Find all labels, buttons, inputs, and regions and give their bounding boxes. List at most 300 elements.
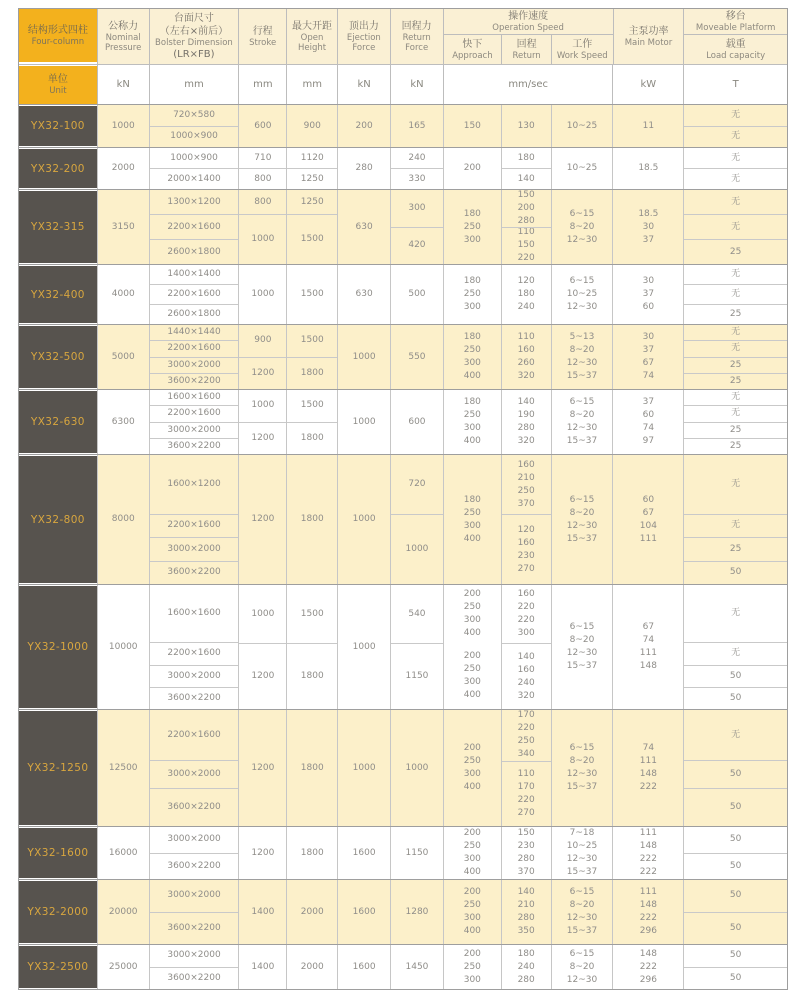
load-col bbox=[683, 827, 787, 879]
spec-cell bbox=[287, 643, 337, 709]
returnSpeed-col bbox=[501, 710, 551, 826]
header-label: Unit bbox=[49, 86, 67, 97]
model-label: YX32-1000 bbox=[27, 641, 89, 653]
header-nominal bbox=[97, 9, 149, 64]
spec-cell bbox=[391, 710, 443, 826]
spec-cell bbox=[239, 390, 286, 422]
header-label: 顶出力 bbox=[348, 20, 379, 32]
stroke-col bbox=[238, 190, 286, 264]
value: 110 bbox=[517, 227, 535, 238]
value: 420 bbox=[408, 240, 426, 251]
value: 1800 bbox=[300, 671, 324, 682]
spec-cell bbox=[613, 325, 683, 389]
value: 220 bbox=[517, 602, 535, 613]
value: 180 bbox=[517, 152, 535, 163]
header-label: 单位 bbox=[47, 74, 68, 86]
spec-cell bbox=[684, 687, 787, 709]
header-label: 载重 bbox=[725, 38, 746, 50]
value: 6~15 bbox=[569, 887, 595, 897]
spec-cell bbox=[684, 912, 787, 945]
value: 无 bbox=[731, 173, 741, 184]
spec-cell bbox=[391, 827, 443, 879]
spec-cell bbox=[287, 168, 337, 189]
spec-cell bbox=[239, 643, 286, 709]
value: 74 bbox=[642, 743, 655, 753]
approach-col bbox=[443, 710, 501, 826]
spec-cell bbox=[502, 945, 551, 989]
value: 74 bbox=[642, 635, 655, 645]
value: 1400 bbox=[251, 906, 275, 917]
spec-cell bbox=[150, 214, 239, 239]
returnSpeed-col bbox=[501, 945, 551, 989]
value: 37 bbox=[642, 397, 655, 407]
approach-col bbox=[443, 945, 501, 989]
model-fill bbox=[19, 191, 97, 263]
unit-row bbox=[19, 64, 787, 104]
value: 1200 bbox=[251, 367, 275, 378]
work-col bbox=[551, 455, 613, 584]
spec-cell bbox=[684, 853, 787, 880]
nominal-value: 2000 bbox=[111, 163, 135, 173]
spec-cell bbox=[552, 390, 613, 454]
value: 37 bbox=[642, 289, 655, 299]
value: 900 bbox=[254, 335, 272, 346]
value: 8~20 bbox=[569, 507, 595, 518]
load-col bbox=[683, 148, 787, 189]
spec-cell bbox=[444, 190, 501, 264]
unit-value: kW bbox=[640, 79, 657, 90]
spec-cell bbox=[552, 710, 613, 826]
spec-cell bbox=[150, 422, 239, 438]
load-col bbox=[683, 105, 787, 147]
work-col bbox=[551, 390, 613, 454]
value: 11 bbox=[642, 120, 655, 131]
spec-cell bbox=[502, 514, 551, 584]
spec-cell bbox=[287, 148, 337, 168]
value: 2200×1600 bbox=[167, 520, 221, 531]
value: 3000×2000 bbox=[167, 834, 221, 845]
returnSpeed-col bbox=[501, 148, 551, 189]
spec-row-yx32-800 bbox=[19, 454, 787, 584]
value: 320 bbox=[517, 690, 535, 701]
model-cell bbox=[19, 880, 97, 944]
value: 12~30 bbox=[566, 769, 598, 779]
spec-cell bbox=[684, 514, 787, 538]
spec-cell bbox=[150, 325, 239, 340]
value: 200 bbox=[463, 828, 481, 838]
value: 5~13 bbox=[569, 332, 595, 342]
value: 280 bbox=[517, 423, 535, 433]
value: 1250 bbox=[300, 173, 324, 184]
returnSpeed-col bbox=[501, 325, 551, 389]
model-cell bbox=[19, 190, 97, 264]
spec-cell bbox=[150, 710, 239, 760]
model-label: YX32-500 bbox=[30, 351, 85, 363]
motor-col bbox=[612, 455, 683, 584]
spec-cell bbox=[98, 827, 149, 879]
returnForce-col bbox=[390, 390, 443, 454]
spec-cell bbox=[150, 853, 239, 880]
value: 300 bbox=[463, 358, 481, 368]
value: 12~30 bbox=[566, 974, 598, 985]
spec-cell bbox=[150, 687, 239, 709]
model-fill bbox=[19, 828, 97, 878]
spec-cell bbox=[684, 537, 787, 561]
model-cell bbox=[19, 710, 97, 826]
value: 250 bbox=[463, 410, 481, 420]
work-col bbox=[551, 880, 613, 944]
returnForce-col bbox=[390, 880, 443, 944]
ejection-col bbox=[337, 390, 390, 454]
stroke-col bbox=[238, 265, 286, 324]
spec-cell bbox=[150, 190, 239, 214]
value: 170 bbox=[517, 710, 535, 721]
motor-col bbox=[612, 190, 683, 264]
value: 6~15 bbox=[569, 622, 595, 632]
spec-cell bbox=[150, 284, 239, 304]
load-col bbox=[683, 710, 787, 826]
header-label: Bolster Dimension bbox=[155, 37, 233, 48]
spec-cell bbox=[502, 105, 551, 147]
spec-cell bbox=[150, 357, 239, 373]
motor-col bbox=[612, 880, 683, 944]
spec-cell bbox=[391, 643, 443, 709]
spec-cell bbox=[552, 827, 613, 879]
value: 50 bbox=[729, 972, 742, 983]
spec-cell bbox=[684, 265, 787, 284]
value: 1150 bbox=[405, 847, 429, 858]
stroke-col bbox=[238, 827, 286, 879]
header-label: 操作速度 bbox=[508, 10, 549, 22]
value: 1500 bbox=[300, 400, 324, 411]
open-col bbox=[286, 105, 337, 147]
value: 710 bbox=[254, 152, 272, 163]
value: 300 bbox=[463, 677, 481, 688]
value: 25 bbox=[729, 246, 742, 257]
value: 15~37 bbox=[566, 661, 598, 671]
value: 1500 bbox=[300, 234, 324, 245]
spec-cell bbox=[684, 390, 787, 405]
spec-row-yx32-200 bbox=[19, 147, 787, 189]
load-col bbox=[683, 390, 787, 454]
value: 240 bbox=[517, 961, 535, 972]
value: 250 bbox=[463, 345, 481, 355]
unit-value: kN bbox=[357, 79, 371, 90]
work-col bbox=[551, 148, 613, 189]
nominal-value: 16000 bbox=[108, 847, 138, 858]
spec-cell bbox=[391, 390, 443, 454]
value: 50 bbox=[729, 769, 742, 780]
value: 2600×1800 bbox=[167, 309, 221, 319]
header-returnForce bbox=[390, 9, 443, 64]
value: 550 bbox=[408, 351, 426, 362]
value: 320 bbox=[517, 436, 535, 446]
value: 210 bbox=[517, 900, 535, 910]
value: 180 bbox=[517, 289, 535, 299]
value: 280 bbox=[355, 163, 373, 173]
value: 1600 bbox=[352, 906, 376, 917]
spec-row-yx32-500 bbox=[19, 324, 787, 389]
value: 160 bbox=[517, 345, 535, 355]
value: 200 bbox=[463, 589, 481, 600]
spec-cell bbox=[239, 105, 286, 147]
value: 3600×2200 bbox=[167, 692, 221, 703]
model-cell bbox=[19, 265, 97, 324]
model-label: YX32-1250 bbox=[27, 762, 89, 774]
nominal-value: 8000 bbox=[111, 514, 135, 524]
spec-cell bbox=[552, 945, 613, 989]
header-work bbox=[551, 35, 613, 64]
value: 无 bbox=[731, 152, 741, 163]
spec-cell bbox=[150, 537, 239, 561]
header-label: Load capacity bbox=[706, 50, 766, 61]
value: 300 bbox=[463, 615, 481, 626]
spec-cell bbox=[239, 827, 286, 879]
spec-cell bbox=[502, 148, 551, 168]
value: 240 bbox=[517, 302, 535, 312]
value: 15~37 bbox=[566, 371, 598, 381]
value: 12~30 bbox=[566, 854, 598, 864]
spec-cell bbox=[684, 967, 787, 990]
value: 25 bbox=[729, 424, 742, 435]
spec-cell bbox=[98, 190, 149, 264]
value: 50 bbox=[729, 670, 742, 681]
spec-cell bbox=[98, 390, 149, 454]
value: 296 bbox=[639, 926, 657, 936]
unit-value: kN bbox=[116, 79, 130, 90]
spec-cell bbox=[444, 325, 501, 389]
spec-cell bbox=[684, 710, 787, 760]
value: 296 bbox=[639, 974, 657, 985]
returnForce-col bbox=[390, 945, 443, 989]
model-cell bbox=[19, 945, 97, 989]
value: 250 bbox=[463, 664, 481, 675]
nominal-col bbox=[97, 325, 149, 389]
spec-cell bbox=[150, 265, 239, 284]
spec-cell bbox=[150, 105, 239, 126]
spec-cell bbox=[444, 105, 501, 147]
unit-returnForce bbox=[390, 65, 443, 104]
value: 280 bbox=[517, 913, 535, 923]
value: 3000×2000 bbox=[167, 543, 221, 554]
header-label: Work Speed bbox=[556, 50, 608, 61]
value: 6~15 bbox=[569, 948, 595, 959]
spec-cell bbox=[338, 827, 390, 879]
value: 3600×2200 bbox=[167, 860, 221, 871]
spec-cell bbox=[338, 190, 390, 264]
header-operation-speed bbox=[444, 9, 613, 35]
value: 15~37 bbox=[566, 867, 598, 877]
spec-cell bbox=[502, 325, 551, 389]
spec-cell bbox=[684, 373, 787, 389]
work-col bbox=[551, 585, 613, 709]
spec-cell bbox=[502, 390, 551, 454]
value: 400 bbox=[463, 782, 481, 792]
value: 300 bbox=[463, 913, 481, 923]
spec-cell bbox=[150, 390, 239, 405]
value: 1000×900 bbox=[170, 131, 218, 142]
spec-cell bbox=[444, 880, 501, 944]
spec-cell bbox=[613, 190, 683, 264]
spec-cell bbox=[391, 265, 443, 324]
returnSpeed-col bbox=[501, 827, 551, 879]
stroke-col bbox=[238, 710, 286, 826]
header-label: 主泵功率 bbox=[628, 25, 669, 37]
nominal-value: 1000 bbox=[111, 120, 135, 131]
spec-cell bbox=[502, 643, 551, 709]
model-fill bbox=[19, 106, 97, 146]
nominal-col bbox=[97, 455, 149, 584]
open-col bbox=[286, 827, 337, 879]
value: 400 bbox=[463, 533, 481, 544]
header-label: 公称力 bbox=[108, 20, 139, 32]
value: 400 bbox=[463, 926, 481, 936]
nominal-col bbox=[97, 880, 149, 944]
open-col bbox=[286, 325, 337, 389]
value: 25 bbox=[729, 309, 742, 319]
spec-cell bbox=[239, 422, 286, 455]
value: 1200 bbox=[251, 671, 275, 682]
load-col bbox=[683, 325, 787, 389]
unit-value: mm bbox=[184, 79, 204, 90]
spec-cell bbox=[287, 585, 337, 643]
value: 1000 bbox=[352, 641, 376, 652]
header-label: Approach bbox=[452, 50, 493, 61]
spec-cell bbox=[684, 788, 787, 826]
value: 15~37 bbox=[566, 926, 598, 936]
work-col bbox=[551, 945, 613, 989]
load-col bbox=[683, 455, 787, 584]
bolster-col bbox=[149, 265, 239, 324]
model-cell bbox=[19, 585, 97, 709]
nominal-value: 6300 bbox=[111, 416, 135, 427]
model-fill bbox=[19, 586, 97, 708]
value: 无 bbox=[731, 289, 741, 299]
value: 无 bbox=[731, 269, 741, 279]
value: 1000 bbox=[405, 544, 429, 555]
ejection-col bbox=[337, 105, 390, 147]
value: 67 bbox=[642, 358, 655, 368]
value: 230 bbox=[517, 550, 535, 561]
spec-cell bbox=[684, 190, 787, 214]
returnForce-col bbox=[390, 710, 443, 826]
value: 50 bbox=[729, 801, 742, 812]
value: 330 bbox=[408, 173, 426, 184]
value: 130 bbox=[517, 120, 535, 131]
work-col bbox=[551, 710, 613, 826]
value: 165 bbox=[408, 120, 426, 131]
value: 800 bbox=[254, 173, 272, 184]
value: 104 bbox=[639, 520, 657, 531]
spec-cell bbox=[239, 214, 286, 264]
spec-cell bbox=[613, 945, 683, 989]
value: 148 bbox=[639, 769, 657, 779]
spec-cell bbox=[502, 585, 551, 643]
bolster-col bbox=[149, 827, 239, 879]
header-label: Return bbox=[512, 50, 541, 61]
header-approach bbox=[444, 35, 502, 64]
value: 370 bbox=[517, 498, 535, 509]
spec-cell bbox=[98, 265, 149, 324]
value: 1600×1200 bbox=[167, 478, 221, 489]
load-col bbox=[683, 945, 787, 989]
value: 8~20 bbox=[569, 961, 595, 972]
value: 3000×2000 bbox=[167, 890, 221, 901]
header-label: 快下 bbox=[462, 38, 483, 50]
work-col bbox=[551, 190, 613, 264]
bolster-col bbox=[149, 325, 239, 389]
ejection-col bbox=[337, 880, 390, 944]
value: 720×580 bbox=[173, 109, 215, 120]
ejection-col bbox=[337, 710, 390, 826]
returnSpeed-col bbox=[501, 265, 551, 324]
spec-cell bbox=[150, 760, 239, 788]
open-col bbox=[286, 190, 337, 264]
stroke-col bbox=[238, 945, 286, 989]
value: 180 bbox=[463, 208, 481, 219]
spec-cell bbox=[338, 455, 390, 584]
value: 37 bbox=[642, 234, 655, 245]
spec-cell bbox=[684, 422, 787, 438]
spec-cell bbox=[552, 265, 613, 324]
value: 300 bbox=[463, 974, 481, 985]
value: 250 bbox=[517, 736, 535, 747]
header-operation-speed-subs bbox=[444, 35, 613, 64]
value: 900 bbox=[303, 120, 321, 131]
header-label: Main Motor bbox=[624, 37, 673, 48]
value: 200 bbox=[463, 887, 481, 897]
value: 220 bbox=[517, 253, 535, 264]
spec-cell bbox=[150, 945, 239, 967]
ejection-col bbox=[337, 455, 390, 584]
approach-col bbox=[443, 880, 501, 944]
value: 1200 bbox=[251, 514, 275, 524]
spec-cell bbox=[613, 880, 683, 944]
value: 170 bbox=[517, 781, 535, 792]
stroke-col bbox=[238, 455, 286, 584]
spec-cell bbox=[239, 148, 286, 168]
spec-cell bbox=[444, 455, 501, 584]
value: 1800 bbox=[300, 367, 324, 378]
value: 8~20 bbox=[569, 756, 595, 766]
approach-col bbox=[443, 148, 501, 189]
value: 3000×2000 bbox=[167, 769, 221, 780]
value: 10~25 bbox=[566, 841, 598, 851]
spec-cell bbox=[150, 880, 239, 912]
spec-cell bbox=[150, 665, 239, 687]
value: 无 bbox=[731, 343, 741, 354]
spec-cell bbox=[239, 325, 286, 357]
value: 300 bbox=[463, 520, 481, 531]
value: 1500 bbox=[300, 335, 324, 346]
value: 400 bbox=[463, 628, 481, 639]
spec-cell bbox=[684, 827, 787, 853]
header-label: Moveable Platform bbox=[695, 22, 776, 33]
spec-cell bbox=[391, 880, 443, 944]
value: 8~20 bbox=[569, 221, 595, 232]
spec-cell bbox=[287, 390, 337, 422]
value: 270 bbox=[517, 807, 535, 818]
spec-cell bbox=[613, 390, 683, 454]
spec-cell bbox=[552, 325, 613, 389]
nominal-col bbox=[97, 105, 149, 147]
spec-cell bbox=[287, 105, 337, 147]
spec-cell bbox=[338, 325, 390, 389]
value: 2000 bbox=[300, 906, 324, 917]
value: 148 bbox=[639, 948, 657, 959]
header-label: 台面尺寸 bbox=[173, 12, 214, 24]
header-label: Stroke bbox=[249, 37, 277, 48]
